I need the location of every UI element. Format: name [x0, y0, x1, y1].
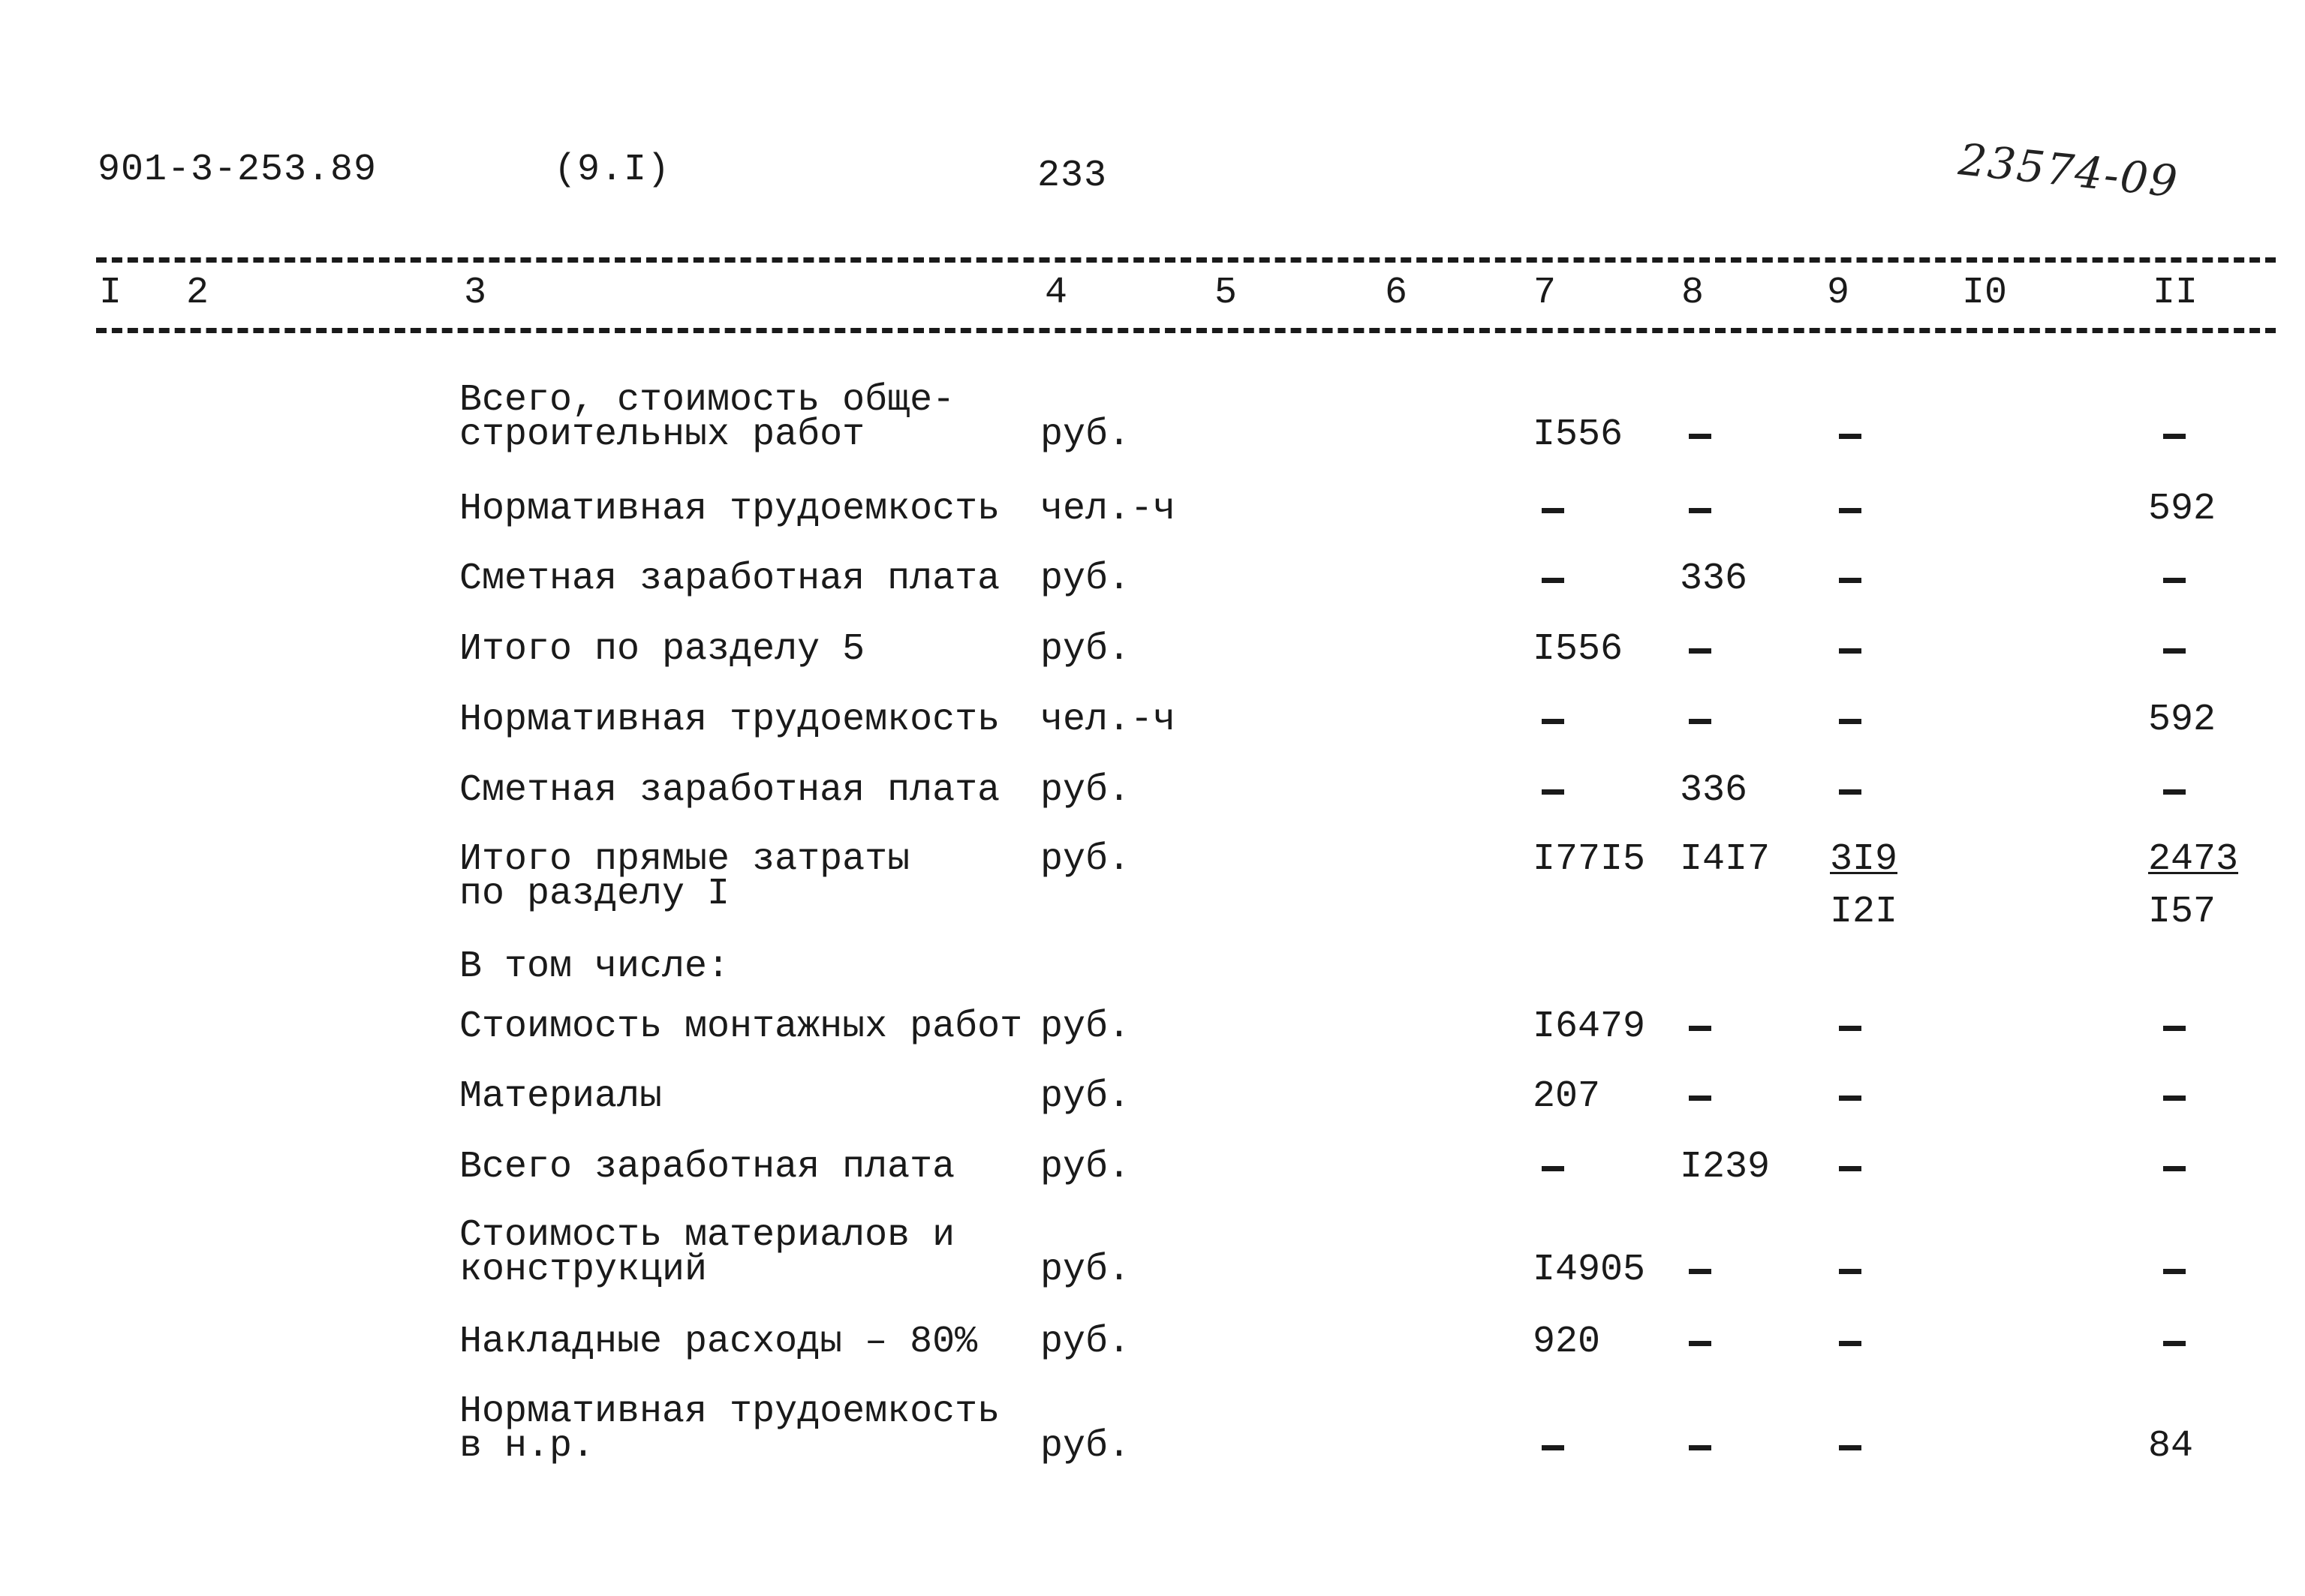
unit-cell: руб.	[1040, 558, 1131, 600]
section-number: (9.I)	[554, 149, 671, 191]
column-number: 5	[1214, 272, 1238, 314]
unit-cell: руб.	[1040, 1425, 1131, 1468]
column-number: 6	[1385, 272, 1408, 314]
column-number: 2	[186, 272, 209, 314]
unit-cell: руб.	[1040, 1146, 1131, 1189]
value-c11: 84	[2148, 1425, 2194, 1468]
empty-value-dash	[1542, 789, 1564, 795]
row-label: Всего заработная плата	[459, 1146, 955, 1189]
empty-value-dash	[2163, 578, 2186, 583]
row-label: конструкций	[459, 1249, 708, 1291]
value-c11-denominator: I57	[2148, 891, 2216, 933]
row-label: Сметная заработная плата	[459, 558, 1001, 600]
empty-value-dash	[1839, 648, 1861, 654]
unit-cell: чел.-ч	[1040, 488, 1176, 530]
unit-cell: руб.	[1040, 413, 1131, 456]
header-top-rule	[96, 257, 2276, 263]
value-c9-denominator: I2I	[1830, 891, 1898, 933]
row-label: Нормативная трудоемкость	[459, 488, 1001, 530]
row-label: Сметная заработная плата	[459, 769, 1001, 812]
empty-value-dash	[1839, 1445, 1861, 1450]
unit-cell: руб.	[1040, 838, 1131, 881]
row-label: Нормативная трудоемкость	[459, 699, 1001, 741]
value-c8: 336	[1680, 558, 1748, 600]
row-label: Материалы	[459, 1075, 663, 1118]
value-c11: 592	[2148, 488, 2216, 530]
row-label: Всего, стоимость обще-	[459, 379, 955, 422]
empty-value-dash	[2163, 1341, 2186, 1346]
value-c8: 336	[1680, 769, 1748, 812]
empty-value-dash	[1689, 648, 1711, 654]
document-code: 901-3-253.89	[98, 149, 378, 191]
column-number: I	[99, 272, 122, 314]
empty-value-dash	[1542, 719, 1564, 724]
row-label: Накладные расходы – 80%	[459, 1321, 978, 1363]
empty-value-dash	[1689, 1026, 1711, 1031]
empty-value-dash	[2163, 1026, 2186, 1031]
empty-value-dash	[1689, 508, 1711, 513]
row-label: в н.р.	[459, 1425, 595, 1468]
value-c9: 3I9	[1830, 838, 1898, 881]
empty-value-dash	[1689, 1096, 1711, 1101]
unit-cell: руб.	[1040, 628, 1131, 671]
empty-value-dash	[1542, 508, 1564, 513]
value-c7: I77I5	[1533, 838, 1646, 881]
row-label: по разделу I	[459, 873, 730, 915]
row-label: В том числе:	[459, 945, 730, 988]
empty-value-dash	[2163, 1166, 2186, 1171]
empty-value-dash	[1839, 1026, 1861, 1031]
row-label: Стоимость монтажных работ	[459, 1005, 1023, 1048]
value-c7: I6479	[1533, 1005, 1646, 1048]
empty-value-dash	[1839, 789, 1861, 795]
value-c11: 2473	[2148, 838, 2239, 881]
empty-value-dash	[1839, 1096, 1861, 1101]
value-c8: I239	[1680, 1146, 1771, 1189]
empty-value-dash	[1839, 1166, 1861, 1171]
empty-value-dash	[1689, 719, 1711, 724]
row-label: Итого прямые затраты	[459, 838, 910, 881]
value-c7: 920	[1533, 1321, 1601, 1363]
empty-value-dash	[1839, 1269, 1861, 1274]
column-number: 9	[1827, 272, 1850, 314]
unit-cell: руб.	[1040, 769, 1131, 812]
empty-value-dash	[2163, 434, 2186, 439]
row-label: строительных работ	[459, 413, 865, 456]
value-c7: I4905	[1533, 1249, 1646, 1291]
column-number: 7	[1533, 272, 1557, 314]
empty-value-dash	[1839, 1341, 1861, 1346]
empty-value-dash	[1689, 1445, 1711, 1450]
column-number: 3	[464, 272, 487, 314]
unit-cell: руб.	[1040, 1321, 1131, 1363]
header-bottom-rule	[96, 328, 2276, 333]
unit-cell: руб.	[1040, 1005, 1131, 1048]
value-c7: 207	[1533, 1075, 1601, 1118]
empty-value-dash	[1839, 434, 1861, 439]
row-label: Нормативная трудоемкость	[459, 1390, 1001, 1433]
empty-value-dash	[1689, 434, 1711, 439]
value-c7: I556	[1533, 413, 1623, 456]
column-number: 8	[1681, 272, 1705, 314]
column-number: I0	[1962, 272, 2008, 314]
row-label: Стоимость материалов и	[459, 1214, 955, 1257]
empty-value-dash	[1689, 1341, 1711, 1346]
value-c8: I4I7	[1680, 838, 1771, 881]
empty-value-dash	[2163, 1269, 2186, 1274]
column-number: 4	[1045, 272, 1068, 314]
empty-value-dash	[1839, 508, 1861, 513]
value-c11: 592	[2148, 699, 2216, 741]
empty-value-dash	[2163, 1096, 2186, 1101]
empty-value-dash	[1542, 1445, 1564, 1450]
empty-value-dash	[2163, 789, 2186, 795]
empty-value-dash	[1839, 719, 1861, 724]
value-c7: I556	[1533, 628, 1623, 671]
column-number: II	[2153, 272, 2198, 314]
empty-value-dash	[1839, 578, 1861, 583]
empty-value-dash	[1689, 1269, 1711, 1274]
unit-cell: чел.-ч	[1040, 699, 1176, 741]
page-number: 233	[1037, 155, 1108, 197]
empty-value-dash	[1542, 1166, 1564, 1171]
handwritten-reference: 23574-09	[1956, 134, 2181, 208]
row-label: Итого по разделу 5	[459, 628, 865, 671]
unit-cell: руб.	[1040, 1249, 1131, 1291]
empty-value-dash	[1542, 578, 1564, 583]
unit-cell: руб.	[1040, 1075, 1131, 1118]
empty-value-dash	[2163, 648, 2186, 654]
